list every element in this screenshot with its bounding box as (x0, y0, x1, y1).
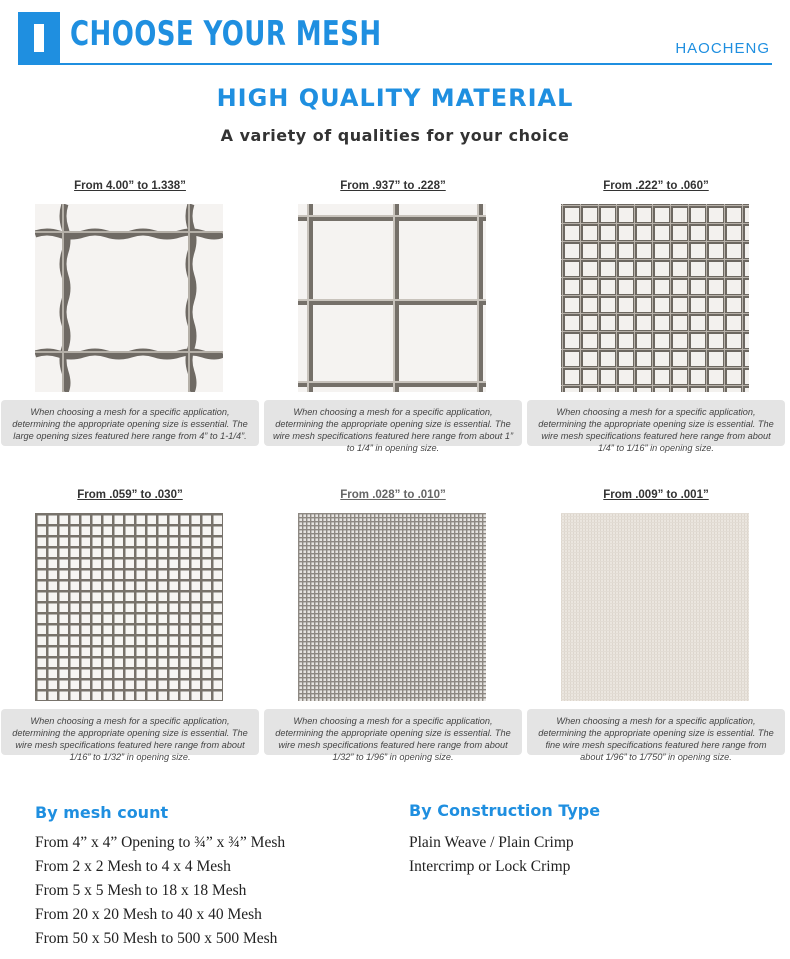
construction-type-title: By Construction Type (409, 801, 601, 820)
mesh-card (264, 489, 522, 779)
list-item: From 2 x 2 Mesh to 4 x 4 Mesh (35, 858, 231, 875)
mesh-count-list (35, 831, 285, 951)
list-item: From 4” x 4” Opening to ¾” x ¾” Mesh (35, 834, 286, 851)
small-woven-mesh-icon (35, 513, 223, 701)
mesh-card (1, 180, 259, 470)
mesh-card (1, 489, 259, 779)
header-divider (18, 63, 772, 65)
construction-type-list (409, 831, 574, 879)
fine-woven-mesh-icon (298, 513, 486, 701)
list-item: Intercrimp or Lock Crimp (409, 858, 571, 875)
section-heading: HIGH QUALITY MATERIAL (216, 84, 574, 112)
page-title: CHOOSE YOUR MESH (70, 14, 382, 54)
mesh-card (527, 489, 785, 779)
mesh-caption: When choosing a mesh for a specific application, determining the appropriate opening size is essential. The wire mesh specifications featured here range from about 1/32” to 1/96” in opening size. (264, 709, 522, 755)
mesh-caption: When choosing a mesh for a specific application, determining the appropriate opening size is essential. The wire mesh specifications featured here range from about 1” to 1/4” in opening size. (264, 400, 522, 446)
page-header (0, 0, 790, 70)
list-item: From 50 x 50 Mesh to 500 x 500 Mesh (35, 930, 278, 947)
mesh-range-label: From .028” to .010” (340, 489, 446, 501)
list-item: From 20 x 20 Mesh to 40 x 40 Mesh (35, 906, 262, 923)
coarse-crimped-mesh-icon (35, 204, 223, 392)
brand-name: HAOCHENG (675, 40, 770, 57)
mesh-range-label: From .937” to .228” (340, 180, 446, 192)
mesh-range-label: From .222” to .060” (603, 180, 709, 192)
mesh-card (264, 180, 522, 470)
mesh-range-label: From .009” to .001” (603, 489, 709, 501)
section-subheading: A variety of qualities for your choice (220, 126, 570, 145)
list-item: From 5 x 5 Mesh to 18 x 18 Mesh (35, 882, 247, 899)
mesh-caption: When choosing a mesh for a specific application, determining the appropriate opening size is essential. The wire mesh specifications featured here range from about 1/4” to 1/16” in opening size. (527, 400, 785, 446)
mesh-caption: When choosing a mesh for a specific application, determining the appropriate opening size is essential. The wire mesh specifications featured here range from about 1/16” to 1/32” in opening size. (1, 709, 259, 755)
header-accent-block (18, 12, 60, 64)
mesh-caption: When choosing a mesh for a specific application, determining the appropriate opening size is essential. The large opening sizes featured here range from 4” to 1-1/4”. (1, 400, 259, 446)
mesh-card (527, 180, 785, 470)
list-item: Plain Weave / Plain Crimp (409, 834, 574, 851)
large-square-mesh-icon (298, 204, 486, 392)
ultra-fine-mesh-cloth-icon (561, 513, 749, 701)
mesh-range-label: From .059” to .030” (77, 489, 183, 501)
mesh-range-label: From 4.00” to 1.338” (74, 180, 186, 192)
mesh-caption: When choosing a mesh for a specific application, determining the appropriate opening size is essential. The fine wire mesh specifications featured here range from about 1/96” to 1/750” in opening size. (527, 709, 785, 755)
mesh-count-title: By mesh count (35, 803, 169, 822)
medium-woven-mesh-icon (561, 204, 749, 392)
